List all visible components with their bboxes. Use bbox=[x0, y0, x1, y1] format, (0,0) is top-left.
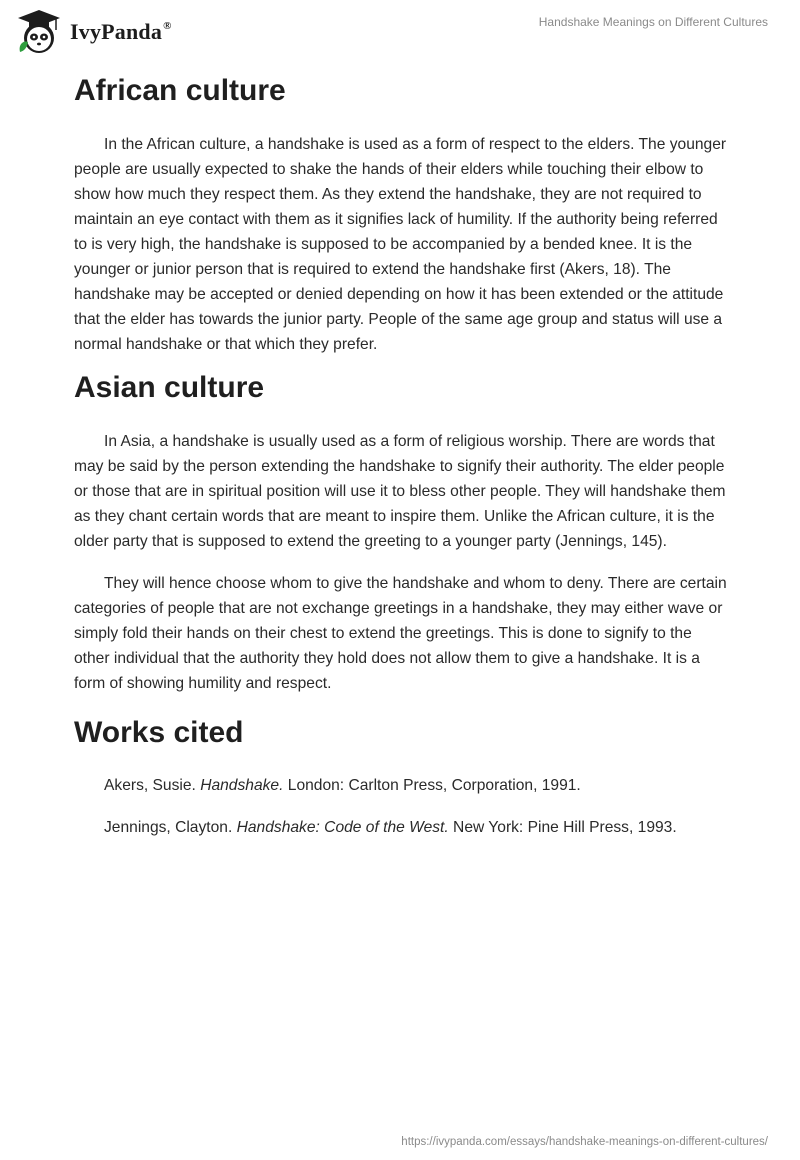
citation: Akers, Susie. Handshake. London: Carlton Press, Corporation, 1991. bbox=[104, 777, 581, 794]
brand-name: IvyPanda® bbox=[70, 19, 172, 44]
section-african bbox=[74, 70, 728, 357]
paragraph: In the African culture, a handshake is used as a form of respect to the elders. The younger people are usually expected to shake the hands of their elders while touching their elbow to show how much they respect them. As they extend the handshake, they are not required to maintain an eye contact with them as it signifies lack of humility. If the authority being referred to is very high, the handshake is supposed to be accompanied by a bended knee. It is the younger or junior person that is required to extend the handshake first (Akers, 18). The handshake may be accepted or denied depending on how it has been extended or the attitude that the elder has towards the junior party. People of the same age group and status will use a normal handshake or that which they prefer. bbox=[74, 136, 727, 353]
section-heading: Asian culture bbox=[74, 371, 265, 404]
document-title: Handshake Meanings on Different Cultures bbox=[538, 15, 768, 29]
paragraph: They will hence choose whom to give the handshake and whom to deny. There are certain categories of people that are not exchange greetings in a handshake, they may either wave or simply fold their hands on their chest to extend the greetings. This is done to signify to the other individual that the authority they hold does not allow them to give a handshake. It is a form of showing humility and respect. bbox=[74, 575, 727, 692]
ivypanda-logo[interactable] bbox=[14, 8, 172, 56]
section-asian bbox=[74, 368, 728, 696]
page-header bbox=[0, 0, 800, 64]
section-heading: African culture bbox=[74, 74, 286, 107]
panda-graduate-icon bbox=[14, 8, 64, 56]
paragraph: In Asia, a handshake is usually used as a form of religious worship. There are words that may be said by the person extending the handshake to signify their authority. The elder people or those that are in spiritual position will use it to bless other people. They will handshake them as they chant certain words that are meant to inspire them. Unlike the African culture, it is the older party that is supposed to extend the greeting to a younger party (Jennings, 145). bbox=[74, 433, 726, 550]
citation: Jennings, Clayton. Handshake: Code of the West. New York: Pine Hill Press, 1993. bbox=[104, 819, 677, 836]
essay-content bbox=[74, 70, 728, 840]
section-works-cited bbox=[74, 713, 728, 840]
section-heading: Works cited bbox=[74, 716, 244, 749]
source-url-link[interactable]: https://ivypanda.com/essays/handshake-meanings-on-different-cultures/ bbox=[401, 1136, 768, 1148]
